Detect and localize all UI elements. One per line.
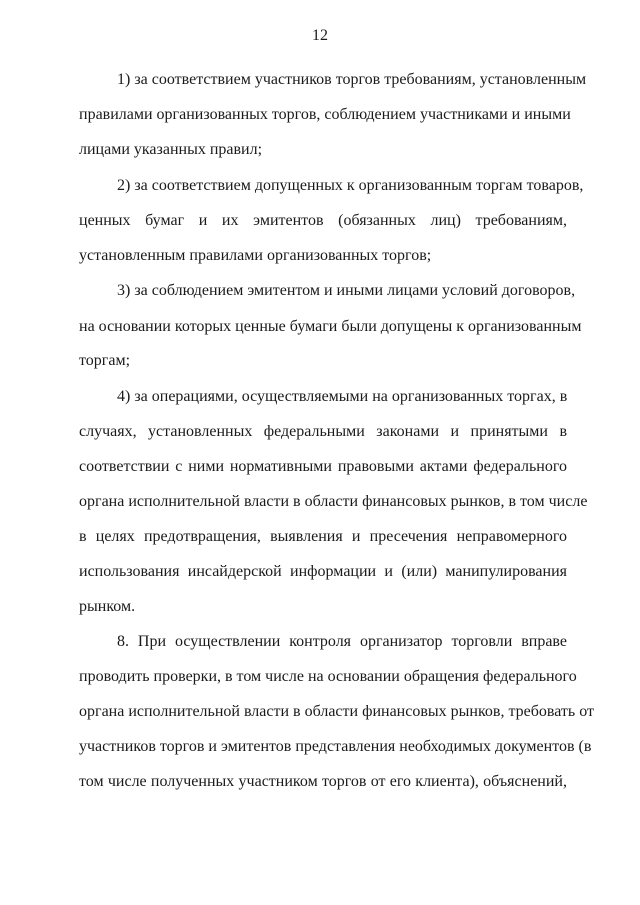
text-line: 8. При осуществлении контроля организатор торговли вправе — [117, 633, 567, 650]
text-line: участников торгов и эмитентов представления необходимых документов (в — [79, 738, 592, 755]
text-line: в целях предотвращения, выявления и пресечения неправомерного — [79, 528, 567, 545]
text-line: 4) за операциями, осуществляемыми на организованных торгах, в — [117, 388, 568, 405]
text-line: проводить проверки, в том числе на основании обращения федерального — [79, 668, 577, 685]
text-line: ценных бумаг и их эмитентов (обязанных лиц) требованиям, — [79, 212, 567, 229]
text-line: 2) за соответствием допущенных к организованным торгам товаров, — [117, 177, 584, 194]
text-line: случаях, установленных федеральными законами и принятыми в — [79, 423, 567, 440]
text-line: 3) за соблюдением эмитентом и иными лицами условий договоров, — [117, 282, 576, 299]
text-line: органа исполнительной власти в области финансовых рынков, требовать от — [79, 703, 594, 720]
page-number: 12 — [312, 27, 328, 44]
text-line: на основании которых ценные бумаги были допущены к организованным — [79, 318, 582, 335]
text-line: том числе полученных участником торгов от его клиента), объяснений, — [79, 773, 567, 790]
text-line: рынком. — [79, 598, 136, 615]
text-line: 1) за соответствием участников торгов требованиям, установленным — [117, 71, 587, 88]
text-line: правилами организованных торгов, соблюдением участниками и иными — [79, 106, 571, 123]
text-line: использования инсайдерской информации и (или) манипулирования — [79, 563, 567, 580]
text-line: торгам; — [79, 352, 131, 369]
text-line: лицами указанных правил; — [79, 141, 263, 158]
text-line: установленным правилами организованных торгов; — [79, 247, 432, 264]
text-line: соответствии с ними нормативными правовыми актами федерального — [79, 458, 567, 475]
text-line: органа исполнительной власти в области финансовых рынков, в том числе — [79, 493, 588, 510]
